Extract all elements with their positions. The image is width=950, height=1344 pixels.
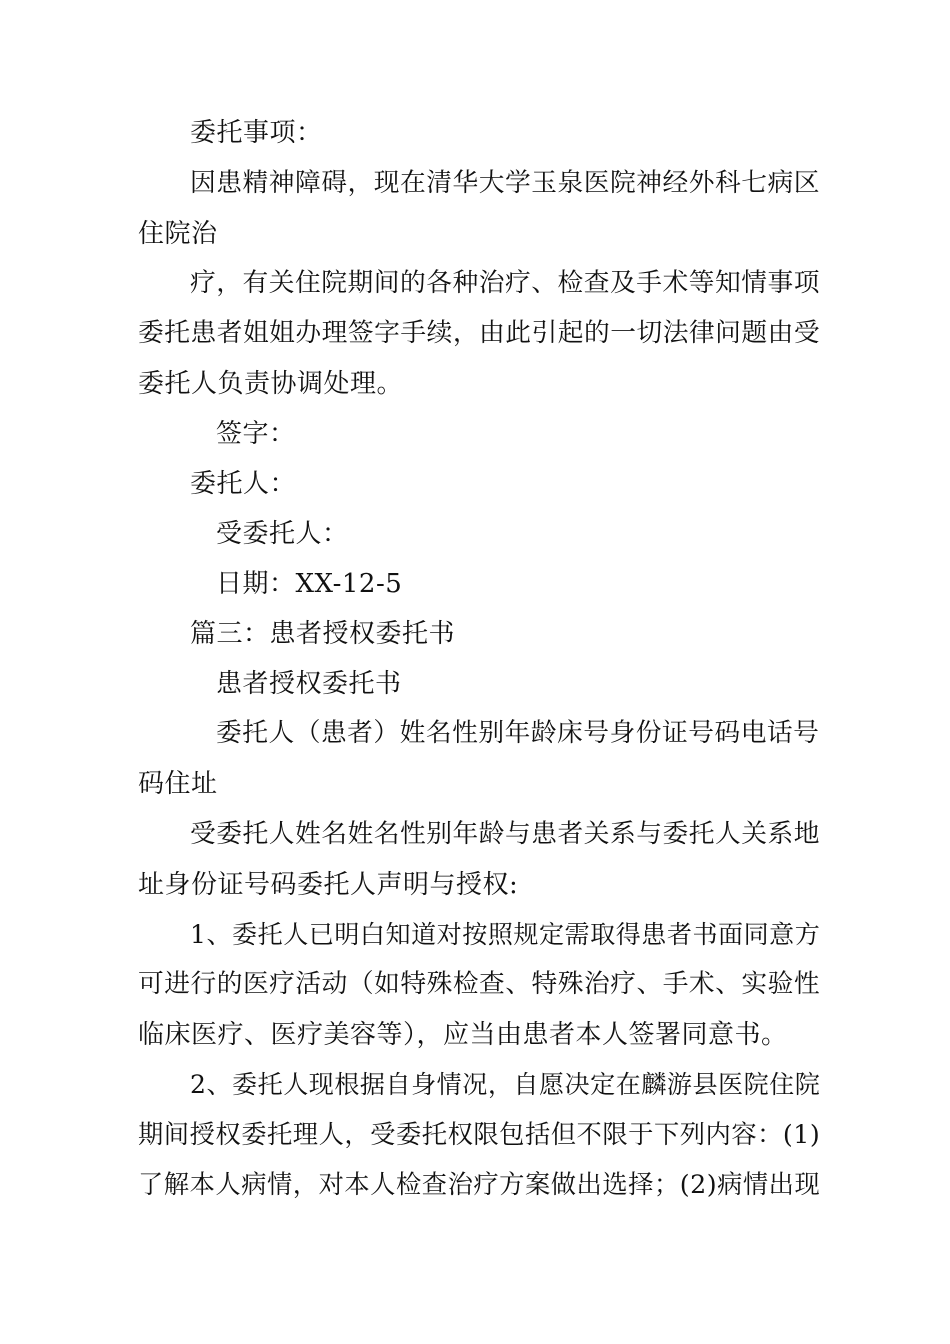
text-line: 2、委托人现根据自身情况，自愿决定在麟游县医院住院 [190, 1070, 821, 1099]
text-line: 委托人： [190, 469, 297, 499]
text-line: 委托人（患者）姓名性别年龄床号身份证号码电话号 [216, 718, 820, 748]
text-line: 可进行的医疗活动（如特殊检查、特殊治疗、手术、实验性 [138, 969, 821, 999]
text-line: 委托事项： [190, 118, 323, 148]
text-line: 因患精神障碍，现在清华大学玉泉医院神经外科七病区 [190, 168, 820, 198]
text-line: 委托人负责协调处理。 [138, 369, 404, 399]
text-line: 受委托人： [216, 519, 349, 549]
text-line: 码住址 [138, 769, 218, 799]
text-line: 住院治 [138, 219, 218, 249]
text-line: 委托患者姐姐办理签字手续，由此引起的一切法律问题由受 [138, 318, 821, 348]
text-line: 签字： [216, 419, 296, 449]
text-line: 1、委托人已明白知道对按照规定需取得患者书面同意方 [190, 920, 821, 949]
text-line: 期间授权委托理人，受委托权限包括但不限于下列内容：(1) [138, 1120, 821, 1149]
text-line: 疗，有关住院期间的各种治疗、检查及手术等知情事项 [190, 268, 820, 298]
text-line: 患者授权委托书 [216, 669, 402, 699]
text-line: 受委托人姓名姓名性别年龄与患者关系与委托人关系地 [190, 819, 820, 849]
text-line: 日期：XX-12-5 [216, 569, 403, 599]
text-line: 址身份证号码委托人声明与授权: [138, 870, 519, 900]
text-line: 篇三：患者授权委托书 [190, 619, 456, 649]
text-line: 了解本人病情，对本人检查治疗方案做出选择；(2)病情出现 [138, 1170, 821, 1199]
text-line: 临床医疗、医疗美容等），应当由患者本人签署同意书。 [138, 1020, 788, 1050]
